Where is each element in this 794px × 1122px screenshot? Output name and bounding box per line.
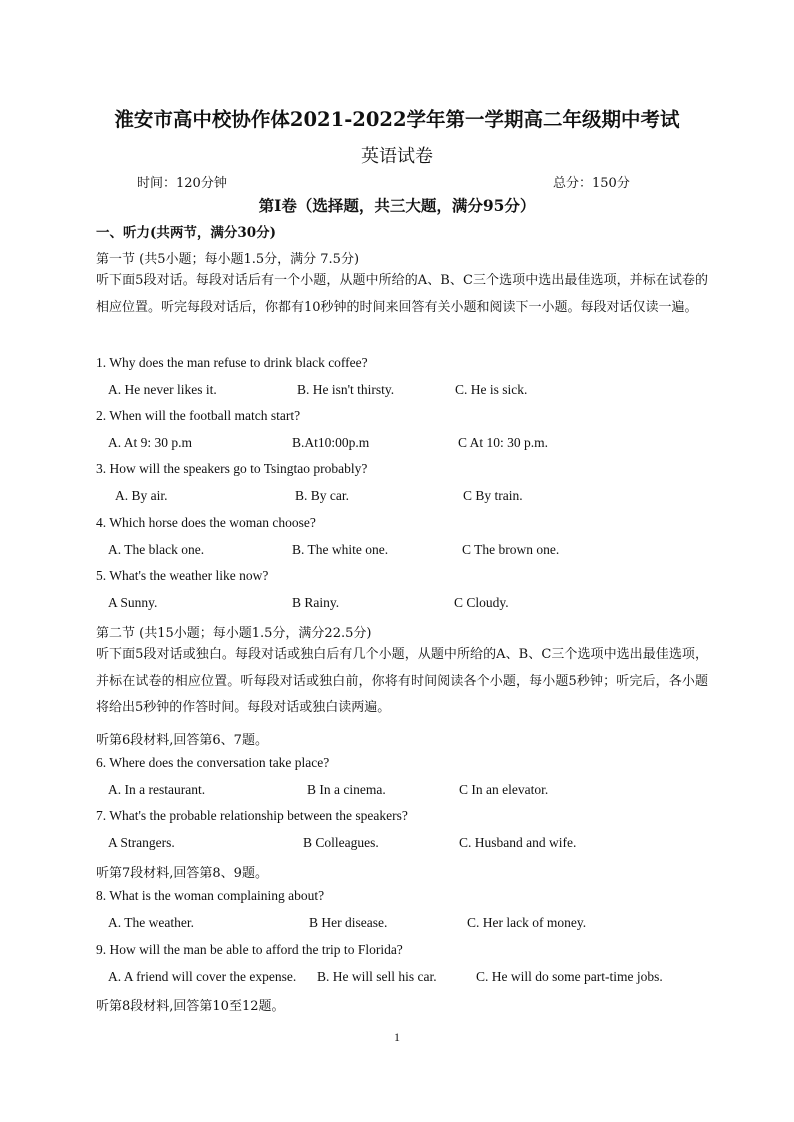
option-a: A. The black one. (108, 542, 205, 557)
instructions-paragraph: 听下面5段对话或独白。每段对话或独白后有几个小题，从题中所给的A、B、C三个选项中选出最佳选项，并标在试卷的相应位置。听每段对话或独白前，你将有时间阅读各个小题，每小题5秒钟；听完后，各小题将给出5秒钟的作答时间。每段对话或独白读两遍。 (96, 647, 708, 716)
option-b: B. By car. (295, 488, 349, 503)
exam-title: 淮安市高中校协作体2021-2022学年第一学期高二年级期中考试 (114, 108, 680, 131)
option-c: C. He is sick. (455, 382, 528, 397)
question-stem: 3. How will the speakers go to Tsingtao probably? (96, 461, 368, 476)
exam-time: 时间：120分钟 (137, 176, 227, 191)
subsection-heading: 第二节 (共15小题；每小题1.5分，满分22.5分) (96, 626, 372, 641)
option-c: C The brown one. (462, 542, 560, 557)
option-a: A. At 9: 30 p.m (108, 435, 193, 450)
material-note: 听第7段材料,回答第8、9题。 (96, 866, 268, 881)
question-stem: 2. When will the football match start? (96, 408, 301, 423)
option-b: B. The white one. (292, 542, 389, 557)
option-c: C. He will do some part-time jobs. (476, 969, 663, 984)
option-b: B Rainy. (292, 595, 340, 610)
option-b: B. He isn't thirsty. (297, 382, 395, 397)
option-c: C. Husband and wife. (459, 835, 577, 850)
option-c: C. Her lack of money. (467, 915, 587, 930)
option-a: A. By air. (115, 488, 168, 503)
subsection-heading: 第一节 (共5小题；每小题1.5分，满分 7.5分) (96, 252, 360, 267)
question-stem: 7. What's the probable relationship between the speakers? (96, 808, 408, 823)
instructions-paragraph: 听下面5段对话。每段对话后有一个小题，从题中所给的A、B、C三个选项中选出最佳选项，并标在试卷的相应位置。听完每段对话后，你都有10秒钟的时间来回答有关小题和阅读下一小题。每段对话仅读一遍。 (96, 273, 708, 315)
page-number: 1 (394, 1030, 400, 1044)
exam-subtitle: 英语试卷 (361, 146, 433, 167)
question-stem: 6. Where does the conversation take place? (96, 755, 330, 770)
option-b: B Colleagues. (303, 835, 379, 850)
question-stem: 5. What's the weather like now? (96, 568, 269, 583)
option-b: B In a cinema. (307, 782, 386, 797)
exam-total-score: 总分：150分 (553, 176, 630, 191)
option-a: A Strangers. (108, 835, 175, 850)
question-stem: 8. What is the woman complaining about? (96, 888, 325, 903)
question-stem: 9. How will the man be able to afford the trip to Florida? (96, 942, 403, 957)
option-a: A. The weather. (108, 915, 194, 930)
section-heading: 一、听力(共两节，满分30分) (96, 225, 277, 241)
option-c: C At 10: 30 p.m. (458, 435, 549, 450)
option-a: A. He never likes it. (108, 382, 217, 397)
option-b: B. He will sell his car. (317, 969, 437, 984)
option-a: A Sunny. (108, 595, 158, 610)
option-a: A. A friend will cover the expense. (108, 969, 297, 984)
material-note: 听第6段材料,回答第6、7题。 (96, 733, 268, 748)
part-title: 第Ⅰ卷（选择题，共三大题，满分95分） (258, 196, 536, 215)
option-c: C By train. (463, 488, 523, 503)
option-a: A. In a restaurant. (108, 782, 206, 797)
option-c: C Cloudy. (454, 595, 509, 610)
material-note: 听第8段材料,回答第10至12题。 (96, 999, 285, 1014)
option-b: B Her disease. (309, 915, 388, 930)
question-stem: 4. Which horse does the woman choose? (96, 515, 316, 530)
question-stem: 1. Why does the man refuse to drink black coffee? (96, 355, 368, 370)
option-b: B.At10:00p.m (292, 435, 370, 450)
option-c: C In an elevator. (459, 782, 549, 797)
